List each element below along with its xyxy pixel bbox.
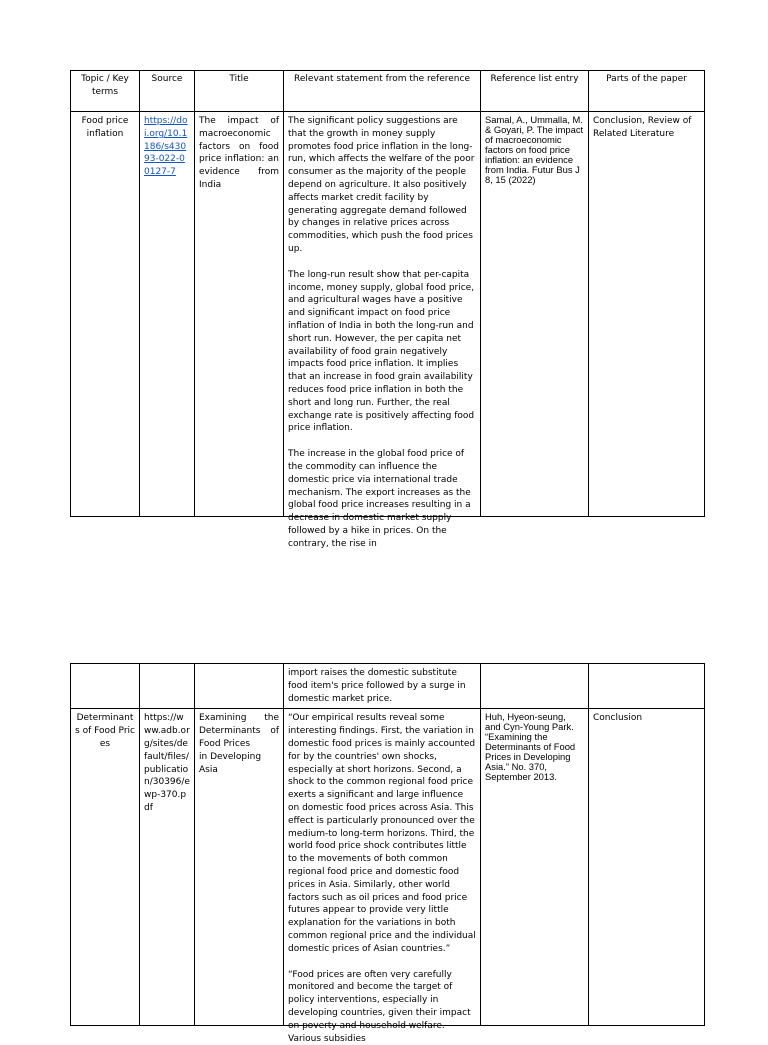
- header-topic: Topic / Key terms: [71, 71, 140, 112]
- statement-paragraph: The increase in the global food price of the commodity can influence the domestic price via international trade mechanism. The export increases as the global food price increases resulting in a decrease in domestic market supply followed by a hike in prices. On the contrary, the rise in: [288, 449, 471, 549]
- literature-table-page2: [70, 663, 705, 1044]
- parts-cell: Conclusion: [589, 709, 705, 1026]
- header-row: [71, 71, 705, 112]
- source-link[interactable]: https://doi.org/10.1186/s43093-022-00127-7: [144, 116, 188, 178]
- topic-cell: Food price inflation: [71, 112, 140, 517]
- title-line: Food Prices: [199, 738, 251, 749]
- literature-table-page1: [70, 70, 705, 549]
- statement-continuation-cell: import raises the domestic substitute food item's price followed by a surge in domestic market price.: [284, 664, 481, 709]
- statement-cell: [284, 709, 481, 1044]
- reference-cell: Huh, Hyeon-seung, and Cyn-Young Park. “Examining the Determinants of Food Prices in Developing Asia.” No. 370, September 2013.: [481, 709, 589, 1026]
- table-row: [71, 664, 705, 709]
- reference-cell: Samal, A., Ummalla, M. & Goyari, P. The impact of macroeconomic factors on food price inflation: an evidence from India. Futur Bus J 8, 15 (2022): [481, 112, 589, 517]
- source-url: https://www.adb.org/sites/default/files/publication/30396/ewp-370.pdf: [144, 713, 190, 813]
- header-title: Title: [195, 71, 284, 112]
- topic-cell: Determinants of Food Prices: [71, 709, 140, 1026]
- header-statement: Relevant statement from the reference: [284, 71, 481, 112]
- statement-paragraph: The significant policy suggestions are that the growth in money supply promotes food price inflation in the long-run, which affects the welfare of the poor consumer as the majority of the people depend on agriculture. It also positively affects market credit facility by generating aggregate demand followed by changes in relative prices across commodities, which push the food prices up.: [288, 116, 475, 254]
- title-line: in Developing Asia: [199, 751, 262, 775]
- table-row: [71, 709, 705, 1026]
- statement-paragraph: “Our empirical results reveal some interesting findings. First, the variation in domestic food prices is mainly accounted for by the countries' own shocks, especially at short horizons. Second, a shock to the common regional food price exerts a significant and large influence on domestic food prices across Asia. This effect is particularly pronounced over the medium-to long-term horizons. Third, the world food price shock contributes little to the movements of both common regional food price and domestic food prices in Asia. Similarly, other world factors such as oil prices and food price futures appear to provide very little explanation for the variations in both common regional price and the individual domestic prices of Asian countries.”: [288, 713, 476, 954]
- title-cell: [195, 709, 284, 1026]
- statement-paragraph: The long-run result show that per-capita income, money supply, global food price, and agricultural wages have a positive and significant impact on food price inflation of India in both the long-run and short run. However, the per capita net availability of food grain negatively impacts food price inflation. It implies that an increase in food grain availability reduces food price inflation in both the short and long run. Further, the real exchange rate is positively affecting food price inflation.: [288, 269, 475, 434]
- header-reference: Reference list entry: [481, 71, 589, 112]
- title-line: Examining the Determinants of: [199, 713, 279, 737]
- header-source: Source: [140, 71, 195, 112]
- statement-cell: [284, 112, 481, 549]
- table-row: [71, 112, 705, 517]
- source-cell: [140, 709, 195, 1026]
- source-cell: [140, 112, 195, 517]
- parts-cell: Conclusion, Review of Related Literature: [589, 112, 705, 517]
- header-parts: Parts of the paper: [589, 71, 705, 112]
- statement-paragraph: “Food prices are often very carefully monitored and become the target of policy interventions, especially in developing countries, given their impact on poverty and household welfare. Various subsidies: [288, 969, 471, 1044]
- title-cell: The impact of macroeconomic factors on food price inflation: an evidence from India: [195, 112, 284, 517]
